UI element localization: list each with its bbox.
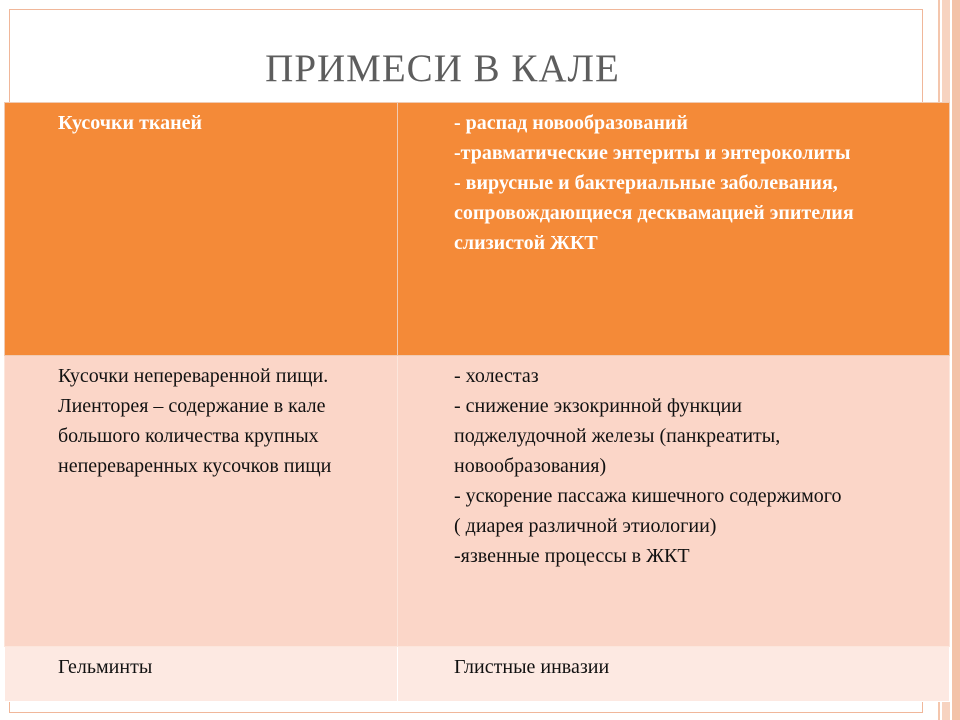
cell-line: -язвенные процессы в ЖКТ — [454, 545, 690, 567]
cell-line: Кусочки тканей — [58, 112, 203, 134]
table-cell-condition — [398, 647, 950, 702]
table-row — [5, 356, 950, 647]
table-cell-condition — [398, 356, 950, 647]
cell-line: Лиенторея – содержание в кале — [58, 395, 326, 417]
cell-line: - холестаз — [454, 365, 539, 387]
cell-line: новообразования) — [454, 455, 607, 477]
table-cell-cause — [5, 103, 398, 356]
cell-line: -травматические энтериты и энтероколиты — [454, 142, 851, 164]
cell-line: Гельминты — [58, 656, 153, 678]
cell-line: Кусочки непереваренной пищи. — [58, 365, 329, 387]
cell-line: большого количества крупных — [58, 425, 319, 447]
cell-line: непереваренных кусочков пищи — [58, 455, 332, 477]
cell-line: - вирусные и бактериальные заболевания, — [454, 172, 838, 194]
table-row — [5, 103, 950, 356]
cell-line: слизистой ЖКТ — [454, 232, 598, 254]
cell-line: Глистные инвазии — [454, 656, 610, 678]
cell-line: поджелудочной железы (панкреатиты, — [454, 425, 781, 447]
cell-line: - снижение экзокринной функции — [454, 395, 742, 417]
cell-line: сопровождающиеся десквамацией эпителия — [454, 202, 854, 224]
table-row — [5, 647, 950, 702]
cell-line: - ускорение пассажа кишечного содержимого — [454, 485, 842, 507]
slide-title: ПРИМЕСИ В КАЛЕ — [265, 47, 620, 90]
table-cell-cause — [5, 356, 398, 647]
table-cell-cause — [5, 647, 398, 702]
cell-line: - распад новообразований — [454, 112, 688, 134]
impurities-table — [4, 102, 950, 702]
cell-line: ( диарея различной этиологии) — [454, 515, 717, 537]
table-cell-condition — [398, 103, 950, 356]
